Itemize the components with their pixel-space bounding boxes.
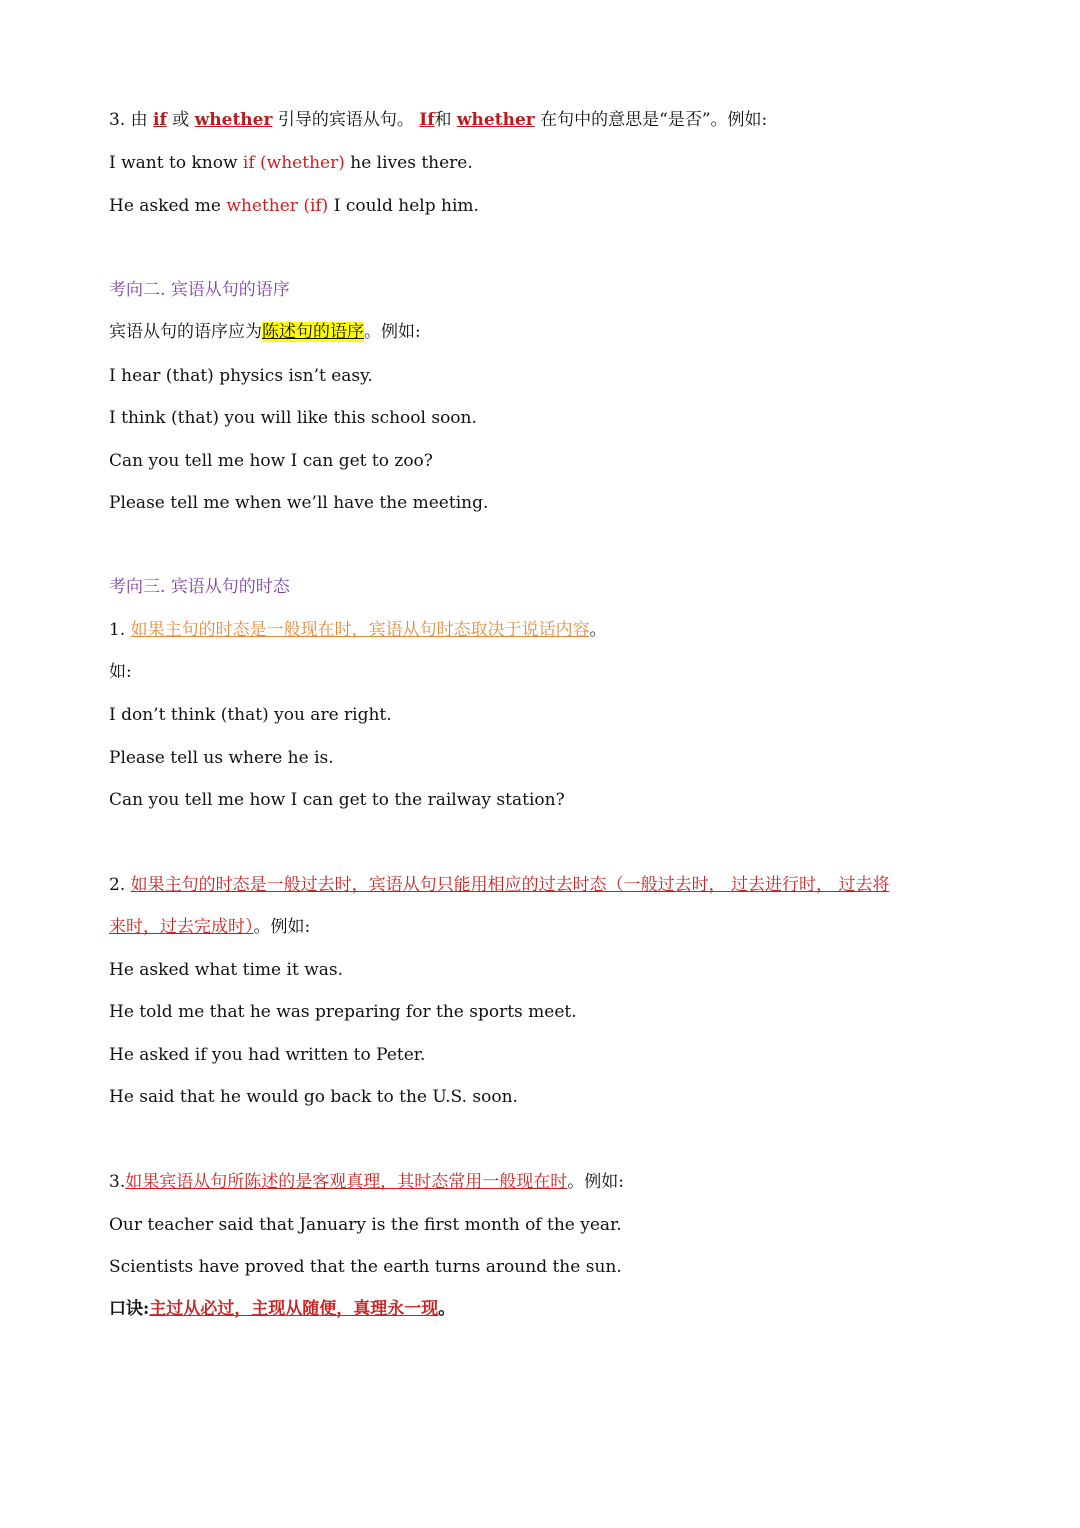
highlight-conjunction: whether (if) bbox=[226, 196, 329, 216]
text-fragment: He asked me bbox=[109, 196, 227, 216]
example-sentence: I don’t think (that) you are right. bbox=[109, 705, 392, 725]
example-sentence bbox=[109, 195, 984, 217]
text-fragment: 由 bbox=[130, 110, 148, 130]
mnemonic-label: 口诀: bbox=[109, 1299, 150, 1319]
text-fragment: 。例如: bbox=[567, 1172, 624, 1192]
text-fragment: 或 bbox=[172, 110, 190, 130]
rule-2-line-1 bbox=[109, 874, 984, 896]
example-sentence: He told me that he was preparing for the sports meet. bbox=[109, 1002, 577, 1022]
example-sentence: Please tell us where he is. bbox=[109, 748, 334, 768]
example-sentence: Our teacher said that January is the first month of the year. bbox=[109, 1215, 622, 1235]
item-3-line bbox=[109, 109, 984, 131]
text-fragment: 在句中的意思是“是否”。例如: bbox=[540, 110, 768, 130]
text-fragment: 和 bbox=[434, 110, 452, 130]
mnemonic-text: 主过从必过，主现从随便，真理永一现 bbox=[149, 1299, 439, 1319]
example-sentence: Can you tell me how I can get to the railway station? bbox=[109, 790, 565, 810]
example-sentence: He asked if you had written to Peter. bbox=[109, 1045, 426, 1065]
example-sentence: I think (that) you will like this school soon. bbox=[109, 408, 477, 428]
example-sentence: Can you tell me how I can get to zoo? bbox=[109, 451, 433, 471]
example-sentence: He said that he would go back to the U.S. soon. bbox=[109, 1087, 518, 1107]
rule-1 bbox=[109, 619, 984, 641]
text-fragment: 宾语从句的语序应为 bbox=[109, 322, 262, 342]
example-sentence: He asked what time it was. bbox=[109, 960, 344, 980]
example-sentence: I hear (that) physics isn’t easy. bbox=[109, 366, 373, 386]
text-fragment: 引导的宾语从句。 bbox=[277, 110, 414, 130]
text-fragment: 。 bbox=[589, 620, 607, 640]
text-fragment: 。 bbox=[438, 1299, 456, 1319]
section-heading-word-order: 考向二. 宾语从句的语序 bbox=[109, 280, 290, 300]
item-number: 3. bbox=[109, 110, 126, 130]
text-fragment: I want to know bbox=[109, 153, 243, 173]
example-sentence: Scientists have proved that the earth turns around the sun. bbox=[109, 1257, 622, 1277]
rule-text: 来时，过去完成时） bbox=[109, 917, 254, 937]
text-fragment: 。例如: bbox=[364, 322, 421, 342]
text-fragment: he lives there. bbox=[344, 153, 473, 173]
mnemonic bbox=[109, 1298, 984, 1320]
text-fragment: 。例如: bbox=[253, 917, 311, 937]
highlight-conjunction: if (whether) bbox=[242, 153, 345, 173]
keyword-whether: whether bbox=[194, 110, 273, 130]
keyword-if: if bbox=[153, 110, 167, 130]
rule-3 bbox=[109, 1171, 984, 1193]
rule-text: 如果宾语从句所陈述的是客观真理，其时态常用一般现在时 bbox=[125, 1172, 568, 1192]
item-number: 1. bbox=[109, 620, 126, 640]
example-label: 如: bbox=[109, 662, 132, 682]
highlighted-term: 陈述句的语序 bbox=[262, 322, 364, 342]
example-sentence: Please tell me when we’ll have the meeting. bbox=[109, 493, 489, 513]
item-number: 2. bbox=[109, 875, 126, 895]
item-number: 3. bbox=[109, 1172, 126, 1192]
keyword-whether-2: whether bbox=[456, 110, 535, 130]
section-heading-tense: 考向三. 宾语从句的时态 bbox=[109, 577, 290, 597]
keyword-if-cap: If bbox=[419, 110, 435, 130]
example-sentence bbox=[109, 152, 984, 174]
text-fragment: I could help him. bbox=[328, 196, 479, 216]
rule-2-line-2 bbox=[109, 916, 984, 938]
rule-text: 如果主句的时态是一般现在时，宾语从句时态取决于说话内容 bbox=[130, 620, 590, 640]
word-order-intro bbox=[109, 321, 984, 343]
rule-text: 如果主句的时态是一般过去时，宾语从句只能用相应的过去时态（一般过去时， 过去进行时， 过去将 bbox=[130, 875, 890, 895]
